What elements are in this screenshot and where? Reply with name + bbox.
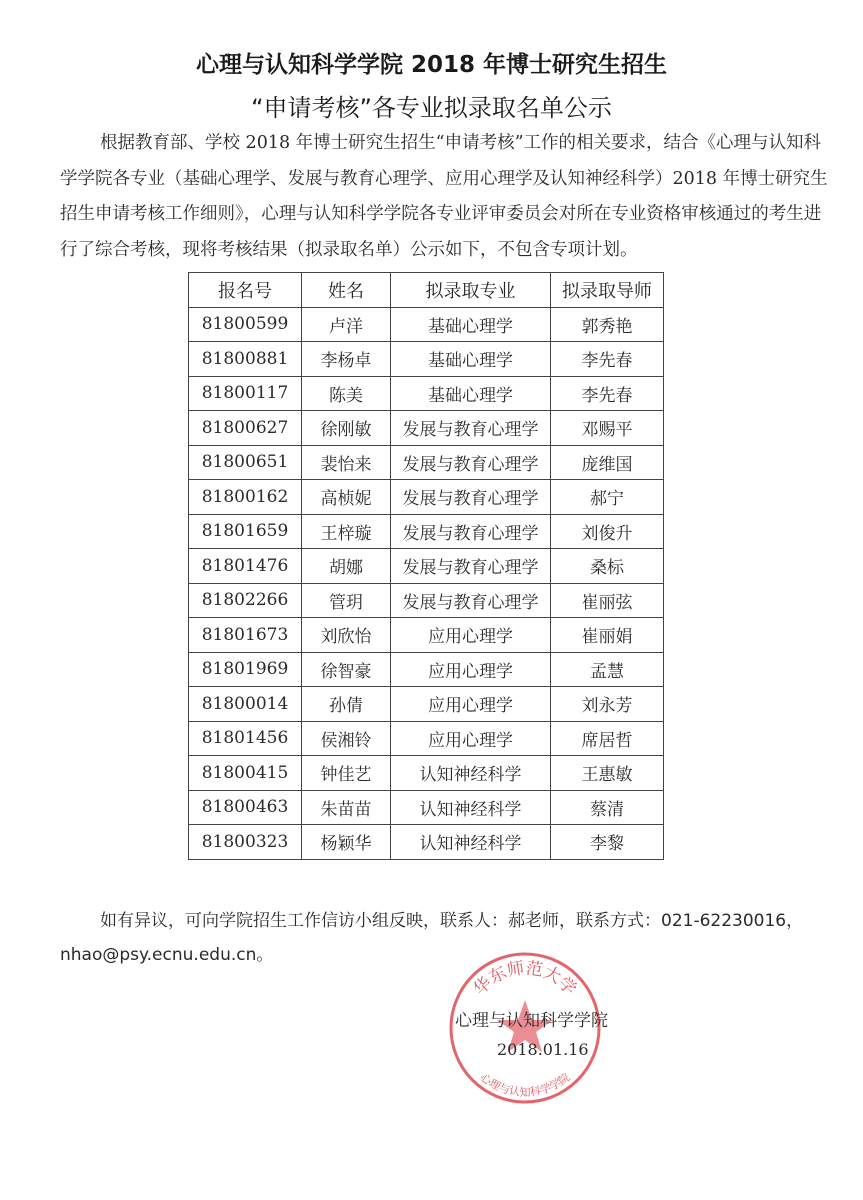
- header-advisor: 拟录取导师: [551, 273, 664, 308]
- page-title: 心理与认知科学学院 2018 年博士研究生招生: [195, 52, 668, 78]
- cell-advisor: 王惠敏: [551, 756, 664, 791]
- cell-id: 81800651: [189, 445, 302, 480]
- cell-name: 刘欣怡: [302, 618, 391, 653]
- cell-advisor: 席居哲: [551, 721, 664, 756]
- cell-name: 侯湘铃: [302, 721, 391, 756]
- contact-line: 如有异议，可向学院招生工作信访小组反映，联系人：郝老师，联系方式：021-62230016，: [100, 911, 804, 931]
- cell-name: 王梓璇: [302, 514, 391, 549]
- cell-major: 应用心理学: [391, 652, 551, 687]
- cell-name: 陈美: [302, 376, 391, 411]
- cell-major: 发展与教育心理学: [391, 549, 551, 584]
- cell-id: 81801659: [189, 514, 302, 549]
- cell-advisor: 孟慧: [551, 652, 664, 687]
- cell-major: 认知神经科学: [391, 790, 551, 825]
- cell-advisor: 崔丽弦: [551, 583, 664, 618]
- cell-advisor: 庞维国: [551, 445, 664, 480]
- intro-paragraph: [60, 126, 828, 268]
- cell-major: 发展与教育心理学: [391, 583, 551, 618]
- contact-email: nhao@psy.ecnu.edu.cn。: [60, 945, 274, 965]
- cell-id: 81802266: [189, 583, 302, 618]
- cell-advisor: 刘俊升: [551, 514, 664, 549]
- cell-major: 发展与教育心理学: [391, 480, 551, 515]
- seal-inner-text: 心理与认知科学学院: [477, 1070, 573, 1099]
- table-row: [189, 480, 664, 515]
- intro-line: 学学院各专业（基础心理学、发展与教育心理学、应用心理学及认知神经科学）2018 年博士研究生: [60, 168, 828, 189]
- table-row: [189, 307, 664, 342]
- table-row: [189, 618, 664, 653]
- table-row: [189, 411, 664, 446]
- cell-id: 81800599: [189, 307, 302, 342]
- cell-name: 裴怡来: [302, 445, 391, 480]
- admission-table: [188, 272, 664, 860]
- table-row: [189, 652, 664, 687]
- cell-advisor: 刘永芳: [551, 687, 664, 722]
- cell-name: 卢洋: [302, 307, 391, 342]
- table-row: [189, 825, 664, 860]
- signature-org: 心理与认知科学学院: [455, 1011, 608, 1031]
- cell-major: 基础心理学: [391, 307, 551, 342]
- intro-line: 根据教育部、学校 2018 年博士研究生招生“申请考核”工作的相关要求，结合《心理与认知科: [100, 133, 822, 153]
- cell-advisor: 李先春: [551, 376, 664, 411]
- cell-id: 81800415: [189, 756, 302, 791]
- cell-name: 孙倩: [302, 687, 391, 722]
- table-row: [189, 445, 664, 480]
- cell-major: 应用心理学: [391, 687, 551, 722]
- cell-id: 81800463: [189, 790, 302, 825]
- table-row: [189, 756, 664, 791]
- cell-name: 徐智豪: [302, 652, 391, 687]
- cell-name: 杨颖华: [302, 825, 391, 860]
- cell-advisor: 崔丽娟: [551, 618, 664, 653]
- cell-advisor: 蔡清: [551, 790, 664, 825]
- cell-id: 81801673: [189, 618, 302, 653]
- cell-major: 基础心理学: [391, 342, 551, 377]
- cell-name: 朱苗苗: [302, 790, 391, 825]
- cell-id: 81801969: [189, 652, 302, 687]
- cell-id: 81801476: [189, 549, 302, 584]
- table-header-row: [189, 273, 664, 308]
- intro-line: 行了综合考核，现将考核结果（拟录取名单）公示如下，不包含专项计划。: [60, 239, 638, 260]
- header-major: 拟录取专业: [391, 273, 551, 308]
- table-row: [189, 687, 664, 722]
- cell-major: 发展与教育心理学: [391, 411, 551, 446]
- table-row: [189, 721, 664, 756]
- cell-name: 钟佳艺: [302, 756, 391, 791]
- cell-name: 胡娜: [302, 549, 391, 584]
- cell-advisor: 李黎: [551, 825, 664, 860]
- cell-advisor: 邓赐平: [551, 411, 664, 446]
- header-name: 姓名: [302, 273, 391, 308]
- cell-id: 81800627: [189, 411, 302, 446]
- cell-name: 高桢妮: [302, 480, 391, 515]
- cell-advisor: 郝宁: [551, 480, 664, 515]
- signature-date: 2018.01.16: [497, 1040, 589, 1059]
- table-row: [189, 376, 664, 411]
- page-subtitle: “申请考核”各专业拟录取名单公示: [251, 94, 612, 122]
- cell-id: 81800117: [189, 376, 302, 411]
- cell-advisor: 桑标: [551, 549, 664, 584]
- table-row: [189, 790, 664, 825]
- table-row: [189, 514, 664, 549]
- cell-major: 发展与教育心理学: [391, 445, 551, 480]
- intro-line: 招生申请考核工作细则》，心理与认知科学学院各专业评审委员会对所在专业资格审核通过的考生进: [60, 204, 822, 224]
- cell-id: 81800881: [189, 342, 302, 377]
- cell-major: 基础心理学: [391, 376, 551, 411]
- cell-major: 发展与教育心理学: [391, 514, 551, 549]
- cell-advisor: 李先春: [551, 342, 664, 377]
- cell-id: 81801456: [189, 721, 302, 756]
- cell-name: 管玥: [302, 583, 391, 618]
- cell-advisor: 郭秀艳: [551, 307, 664, 342]
- cell-name: 李杨卓: [302, 342, 391, 377]
- table-row: [189, 342, 664, 377]
- cell-major: 应用心理学: [391, 721, 551, 756]
- table-row: [189, 583, 664, 618]
- header-id: 报名号: [189, 273, 302, 308]
- cell-id: 81800014: [189, 687, 302, 722]
- cell-major: 认知神经科学: [391, 825, 551, 860]
- cell-id: 81800162: [189, 480, 302, 515]
- cell-name: 徐刚敏: [302, 411, 391, 446]
- seal-outer-text: 华东师范大学: [469, 958, 581, 1000]
- cell-major: 应用心理学: [391, 618, 551, 653]
- cell-major: 认知神经科学: [391, 756, 551, 791]
- table-row: [189, 549, 664, 584]
- cell-id: 81800323: [189, 825, 302, 860]
